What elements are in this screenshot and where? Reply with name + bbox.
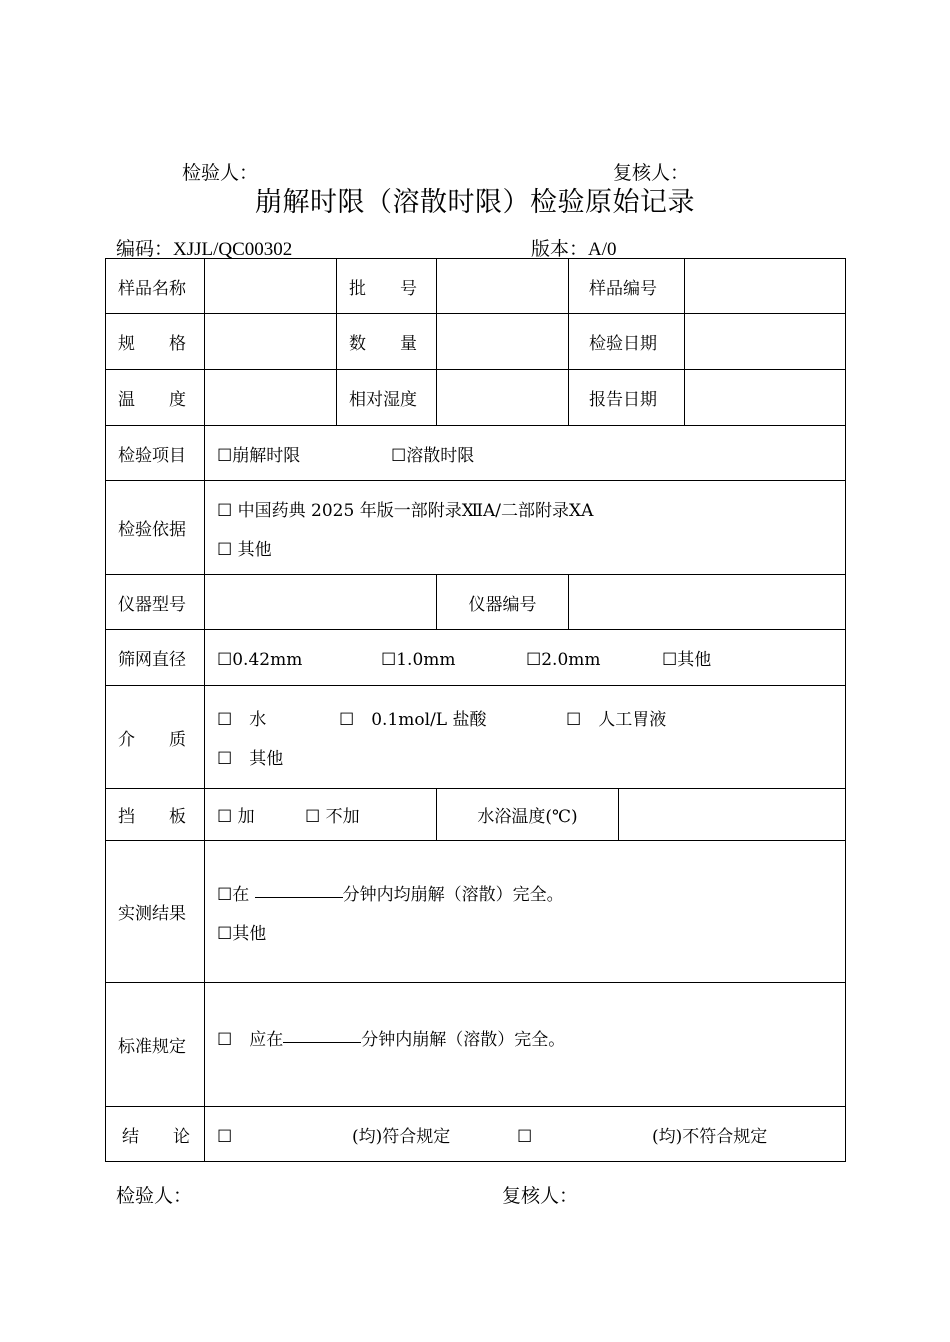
row-instrument <box>106 575 846 630</box>
batch-no-label: 批 号 <box>337 259 437 314</box>
document-version: 版本：A/0 <box>531 239 617 260</box>
spec-label: 规 格 <box>106 314 205 370</box>
bath-temp-field[interactable] <box>619 789 846 841</box>
temperature-field[interactable] <box>205 370 337 426</box>
sample-name-label: 样品名称 <box>106 259 205 314</box>
checkbox-result-other[interactable]: ☐其他 <box>217 923 267 944</box>
result-label: 实测结果 <box>106 841 205 983</box>
checkbox-basis-other[interactable]: ☐ 其他 <box>217 539 272 560</box>
batch-no-field[interactable] <box>437 259 569 314</box>
row-test-item <box>106 426 846 481</box>
standard-sentence: 分钟内崩解（溶散）完全。 <box>361 1030 566 1050</box>
test-item-label: 检验项目 <box>106 426 205 481</box>
checkbox-sieve-20[interactable]: ☐2.0mm <box>526 650 601 670</box>
top-inspector-label: 检验人： <box>182 162 259 184</box>
medium-label: 介 质 <box>106 686 205 789</box>
checkbox-sieve-10[interactable]: ☐1.0mm <box>381 650 456 670</box>
bath-temp-label: 水浴温度(℃) <box>437 789 619 841</box>
sample-no-label: 样品编号 <box>569 259 685 314</box>
test-date-field[interactable] <box>685 314 846 370</box>
checkbox-water[interactable]: ☐ 水 <box>217 710 267 730</box>
checkbox-pharmacopoeia[interactable]: ☐ 中国药典 2025 年版一部附录ⅫA/二部附录ⅩA <box>217 500 594 521</box>
test-item-options <box>205 426 846 481</box>
conforms-text: (均)符合规定 <box>352 1126 451 1147</box>
report-date-label: 报告日期 <box>569 370 685 426</box>
instrument-no-field[interactable] <box>569 575 846 630</box>
sieve-label: 筛网直径 <box>106 630 205 686</box>
baffle-options <box>205 789 437 841</box>
test-date-label: 检验日期 <box>569 314 685 370</box>
checkbox-sieve-other[interactable]: ☐其他 <box>662 650 712 670</box>
medium-options <box>205 686 846 789</box>
baffle-label: 挡 板 <box>106 789 205 841</box>
conclusion-label: 结 论 <box>106 1107 205 1162</box>
row-medium <box>106 686 846 789</box>
basis-label: 检验依据 <box>106 481 205 575</box>
checkbox-result-time[interactable]: ☐在 <box>217 884 255 905</box>
instrument-no-label: 仪器编号 <box>437 575 569 630</box>
quantity-label: 数 量 <box>337 314 437 370</box>
sample-name-field[interactable] <box>205 259 337 314</box>
basis-options <box>205 481 846 575</box>
row-baffle <box>106 789 846 841</box>
checkbox-baffle-none[interactable]: ☐ 不加 <box>305 807 360 827</box>
humidity-label: 相对湿度 <box>337 370 437 426</box>
checkbox-medium-other[interactable]: ☐ 其他 <box>217 749 284 769</box>
bottom-reviewer-label: 复核人： <box>502 1185 579 1207</box>
row-standard <box>106 983 846 1107</box>
not-conforms-text: (均)不符合规定 <box>652 1126 768 1147</box>
instrument-model-label: 仪器型号 <box>106 575 205 630</box>
checkbox-hcl[interactable]: ☐ 0.1mol/L 盐酸 <box>339 710 487 730</box>
checkbox-sieve-042[interactable]: ☐0.42mm <box>217 650 303 670</box>
top-reviewer-label: 复核人： <box>613 162 690 184</box>
instrument-model-field[interactable] <box>205 575 437 630</box>
page-title: 崩解时限（溶散时限）检验原始记录 <box>255 187 695 218</box>
report-date-field[interactable] <box>685 370 846 426</box>
conclusion-options <box>205 1107 846 1162</box>
standard-content <box>205 983 846 1107</box>
spec-field[interactable] <box>205 314 337 370</box>
checkbox-standard[interactable]: ☐ 应在 <box>217 1030 284 1050</box>
record-form-table <box>105 258 846 1162</box>
checkbox-disintegration[interactable]: ☐崩解时限 <box>217 445 301 466</box>
sample-no-field[interactable] <box>685 259 846 314</box>
checkbox-baffle-add[interactable]: ☐ 加 <box>217 807 255 827</box>
row-basis <box>106 481 846 575</box>
result-sentence: 分钟内均崩解（溶散）完全。 <box>342 884 564 905</box>
row-sieve <box>106 630 846 686</box>
row-sample-info <box>106 259 846 314</box>
document-code: 编码：XJJL/QC00302 <box>116 239 293 260</box>
result-content <box>205 841 846 983</box>
sieve-options <box>205 630 846 686</box>
temperature-label: 温 度 <box>106 370 205 426</box>
checkbox-not-conforms[interactable]: ☐ <box>517 1126 533 1147</box>
standard-label: 标准规定 <box>106 983 205 1107</box>
row-spec <box>106 314 846 370</box>
bottom-inspector-label: 检验人： <box>116 1185 193 1207</box>
row-result <box>106 841 846 983</box>
checkbox-conforms[interactable]: ☐ <box>217 1126 233 1147</box>
result-minutes-blank[interactable] <box>255 896 343 898</box>
row-temperature <box>106 370 846 426</box>
quantity-field[interactable] <box>437 314 569 370</box>
checkbox-dissolution[interactable]: ☐溶散时限 <box>391 445 475 466</box>
checkbox-gastric-fluid[interactable]: ☐ 人工胃液 <box>566 710 667 730</box>
row-conclusion <box>106 1107 846 1162</box>
humidity-field[interactable] <box>437 370 569 426</box>
standard-minutes-blank[interactable] <box>283 1041 361 1043</box>
